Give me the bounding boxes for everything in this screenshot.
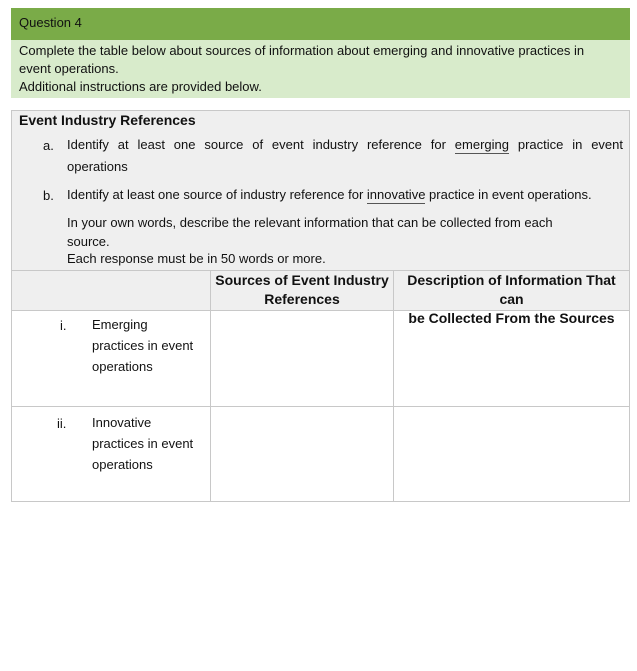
item-b-line — [67, 184, 592, 206]
note-line-2: source. — [67, 234, 110, 249]
row-label-line-3: operations — [92, 457, 153, 472]
innovative-sources-cell[interactable] — [211, 407, 393, 501]
question-title: Question 4 — [19, 15, 82, 30]
instructions-line-1: Complete the table below about sources of information about emerging and innovative practices in — [19, 43, 585, 58]
row-number: i. — [60, 318, 67, 333]
item-b-text-post: practice in event operations. — [425, 187, 592, 202]
item-a-marker: a. — [43, 138, 54, 153]
emerging-sources-cell[interactable] — [211, 311, 393, 406]
innovative-description-cell[interactable] — [394, 407, 629, 501]
item-a-line-2: operations — [67, 159, 128, 174]
note-line-3: Each response must be in 50 words or more. — [67, 251, 326, 266]
item-b-text-pre: Identify at least one source of industry reference for — [67, 187, 367, 202]
item-a-text-pre: Identify at least one source of event industry reference for — [67, 137, 455, 152]
item-a-text-post: practice in event — [508, 137, 624, 152]
emerging-keyword: emerging — [454, 137, 509, 152]
header-sources-line-1: Sources of Event Industry — [215, 272, 389, 288]
row-number: ii. — [57, 416, 67, 431]
header-sources — [211, 271, 393, 309]
row-label-line-3: operations — [92, 359, 153, 374]
row-label-line-2: practices in event — [92, 436, 194, 451]
emerging-description-cell[interactable] — [394, 311, 629, 406]
header-description-line-1: Description of Information That can — [407, 272, 616, 307]
header-description-line-2: be Collected From the Sources — [408, 310, 615, 326]
note-line-1: In your own words, describe the relevant information that can be collected from each — [67, 215, 553, 230]
instructions-line-3: Additional instructions are provided below. — [19, 79, 262, 94]
innovative-keyword: innovative — [366, 187, 426, 202]
instructions-line-2: event operations. — [19, 61, 119, 76]
references-section — [11, 110, 630, 271]
references-title: Event Industry References — [19, 112, 196, 128]
instructions-box — [11, 40, 630, 98]
row-label-line-1: Innovative — [92, 415, 152, 430]
item-a-line-1 — [67, 134, 623, 156]
row-label — [92, 412, 207, 475]
row-label — [92, 314, 207, 377]
row-label-line-1: Emerging — [92, 317, 148, 332]
question-header — [11, 8, 630, 40]
item-b-marker: b. — [43, 188, 54, 203]
header-sources-line-2: References — [264, 291, 340, 307]
row-label-line-2: practices in event — [92, 338, 194, 353]
sources-table — [11, 270, 630, 502]
